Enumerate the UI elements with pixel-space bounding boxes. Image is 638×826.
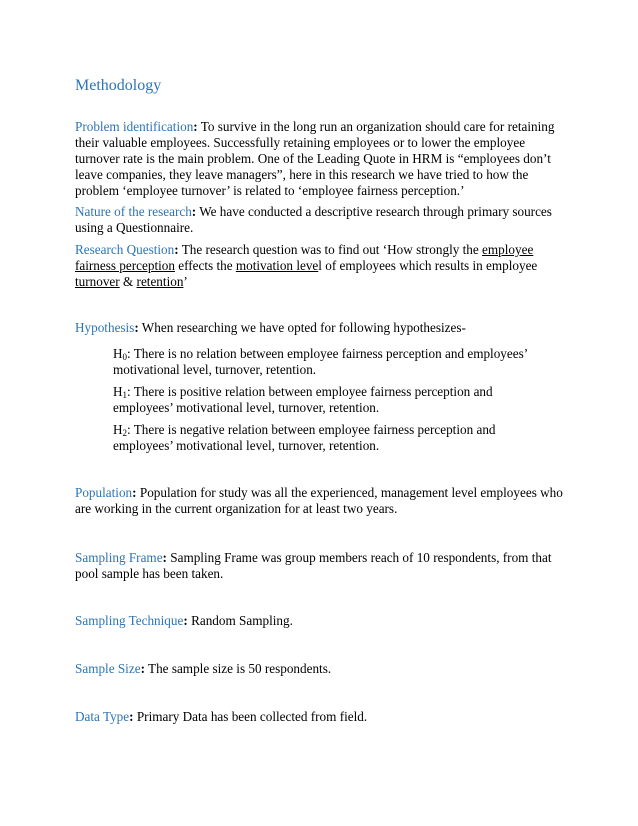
hypothesis-paragraph — [75, 320, 573, 336]
problem-identification-text: To survive in the long run an organization should care for retaining their valuable employees. Successfully retaining employees or to lower the employee turnover rate is the main problem. One of the Leading Quote in HRM is “employees don’t leave companies, they leave managers”, here in this research we have tried to how the problem ‘employee turnover’ is related to ‘employee fairness perception.’ — [75, 119, 555, 198]
section-heading: Methodology — [75, 77, 162, 94]
label-colon: : — [134, 320, 139, 335]
problem-identification-paragraph — [75, 119, 573, 199]
research-question-text: ’ — [183, 274, 188, 289]
research-question-text: effects the — [174, 258, 236, 273]
sample-size-paragraph — [75, 661, 573, 677]
label-colon: : — [129, 709, 134, 724]
research-question-text: & — [119, 274, 137, 289]
nature-of-research-label: Nature of the research — [75, 204, 192, 219]
population-text: Population for study was all the experienced, management level employees who are working in the current organization for at least two years. — [75, 485, 563, 516]
population-paragraph — [75, 485, 573, 517]
population-label: Population — [75, 485, 133, 500]
data-type-text: Primary Data has been collected from field. — [133, 709, 368, 724]
research-question-text: l of employees which results in employee — [318, 258, 538, 273]
hypothesis-subscript: 2 — [122, 428, 128, 438]
research-question-label: Research Question — [75, 242, 175, 257]
research-question-paragraph — [75, 242, 573, 290]
label-colon: : — [183, 613, 188, 628]
sample-size-label: Sample Size — [75, 661, 141, 676]
underlined-term: retention — [136, 274, 184, 289]
sampling-technique-paragraph — [75, 613, 573, 629]
sampling-technique-label: Sampling Technique — [75, 613, 184, 628]
hypothesis-item-text: : There is positive relation between employee fairness perception and employees’ motivational level, turnover, retention. — [113, 384, 493, 415]
hypothesis-item-h1 — [113, 384, 553, 416]
hypothesis-item-h0 — [113, 346, 553, 378]
sampling-frame-text: Sampling Frame was group members reach of 10 respondents, from that pool sample has been taken. — [75, 550, 552, 581]
nature-of-research-text: We have conducted a descriptive research through primary sources using a Questionnaire. — [75, 204, 552, 235]
data-type-label: Data Type — [75, 709, 130, 724]
nature-of-research-paragraph — [75, 204, 573, 236]
hypothesis-symbol: H — [113, 384, 123, 399]
sampling-frame-label: Sampling Frame — [75, 550, 163, 565]
hypothesis-item-text: : There is negative relation between employee fairness perception and employees’ motivational level, turnover, retention. — [113, 422, 496, 453]
underlined-term: motivation leve — [235, 258, 319, 273]
underlined-term: turnover — [75, 274, 120, 289]
label-colon: : — [174, 242, 179, 257]
label-colon: : — [191, 204, 197, 219]
sampling-frame-paragraph — [75, 550, 573, 582]
sample-size-text: The sample size is 50 respondents. — [144, 661, 332, 676]
hypothesis-symbol: H — [113, 346, 123, 361]
hypothesis-label: Hypothesis — [75, 320, 135, 335]
problem-identification-label: Problem identification — [75, 119, 194, 134]
data-type-paragraph — [75, 709, 573, 725]
underlined-term: employee fairness perception — [75, 242, 534, 273]
hypothesis-text: When researching we have opted for following hypothesizes- — [138, 320, 466, 335]
hypothesis-item-text: : There is no relation between employee fairness perception and employees’ motivational level, turnover, retention. — [113, 346, 528, 377]
label-colon: : — [193, 119, 198, 134]
label-colon: : — [132, 485, 137, 500]
hypothesis-subscript: 0 — [122, 352, 128, 362]
label-colon: : — [140, 661, 145, 676]
hypothesis-symbol: H — [113, 422, 123, 437]
hypothesis-item-h2 — [113, 422, 553, 454]
label-colon: : — [162, 550, 167, 565]
research-question-text: The research question was to find out ‘How strongly the — [178, 242, 483, 257]
hypothesis-subscript: 1 — [122, 390, 128, 400]
sampling-technique-text: Random Sampling. — [187, 613, 293, 628]
